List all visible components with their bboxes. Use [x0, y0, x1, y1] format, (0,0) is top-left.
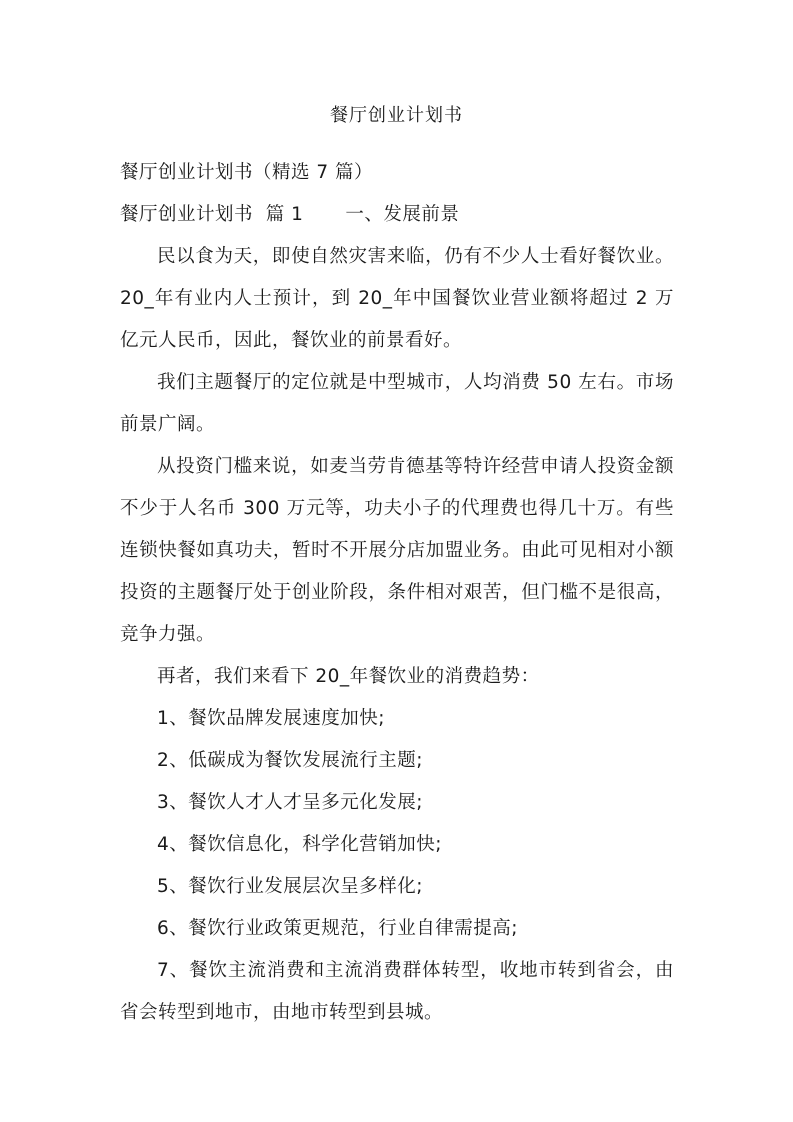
section-header-line [120, 194, 674, 236]
trend-item: 1、餐饮品牌发展速度加快; [157, 708, 386, 729]
paragraph-positioning: 我们主题餐厅的定位就是中型城市，人均消费 50 左右。市场前景广阔。 [120, 372, 674, 435]
trend-item: 2、低碳成为餐饮发展流行主题; [157, 750, 424, 771]
paragraph-outlook: 民以食为天，即使自然灾害来临，仍有不少人士看好餐饮业。20_年有业内人士预计，到 20_年中国餐饮业营业额将超过 2 万亿元人民币，因此，餐饮业的前景看好。 [120, 246, 674, 351]
section-label: 餐厅创业计划书 篇 1 [120, 204, 304, 225]
trend-item: 4、餐饮信息化，科学化营销加快; [157, 834, 443, 855]
section-heading: 一、发展前景 [345, 204, 460, 225]
paragraph-trends-intro: 再者，我们来看下 20_年餐饮业的消费趋势： [157, 666, 540, 687]
document-title: 餐厅创业计划书 [330, 105, 463, 126]
paragraph-investment: 从投资门槛来说，如麦当劳肯德基等特许经营申请人投资金额不少于人名币 300 万元等，功夫小子的代理费也得几十万。有些连锁快餐如真功夫，暂时不开展分店加盟业务。由此可见相对小额投资的主题餐厅处于创业阶段，条件相对艰苦，但门槛不是很高，竞争力强。 [120, 456, 674, 645]
document-subtitle: 餐厅创业计划书（精选 7 篇） [120, 162, 374, 183]
trend-item-last: 7、餐饮主流消费和主流消费群体转型，收地市转到省会，由省会转型到地市，由地市转型到县城。 [120, 960, 674, 1023]
trend-item: 6、餐饮行业政策更规范，行业自律需提高; [157, 918, 519, 939]
trend-item: 3、餐饮人才人才呈多元化发展; [157, 792, 424, 813]
document-body [120, 152, 674, 1034]
trend-item: 5、餐饮行业发展层次呈多样化; [157, 876, 424, 897]
